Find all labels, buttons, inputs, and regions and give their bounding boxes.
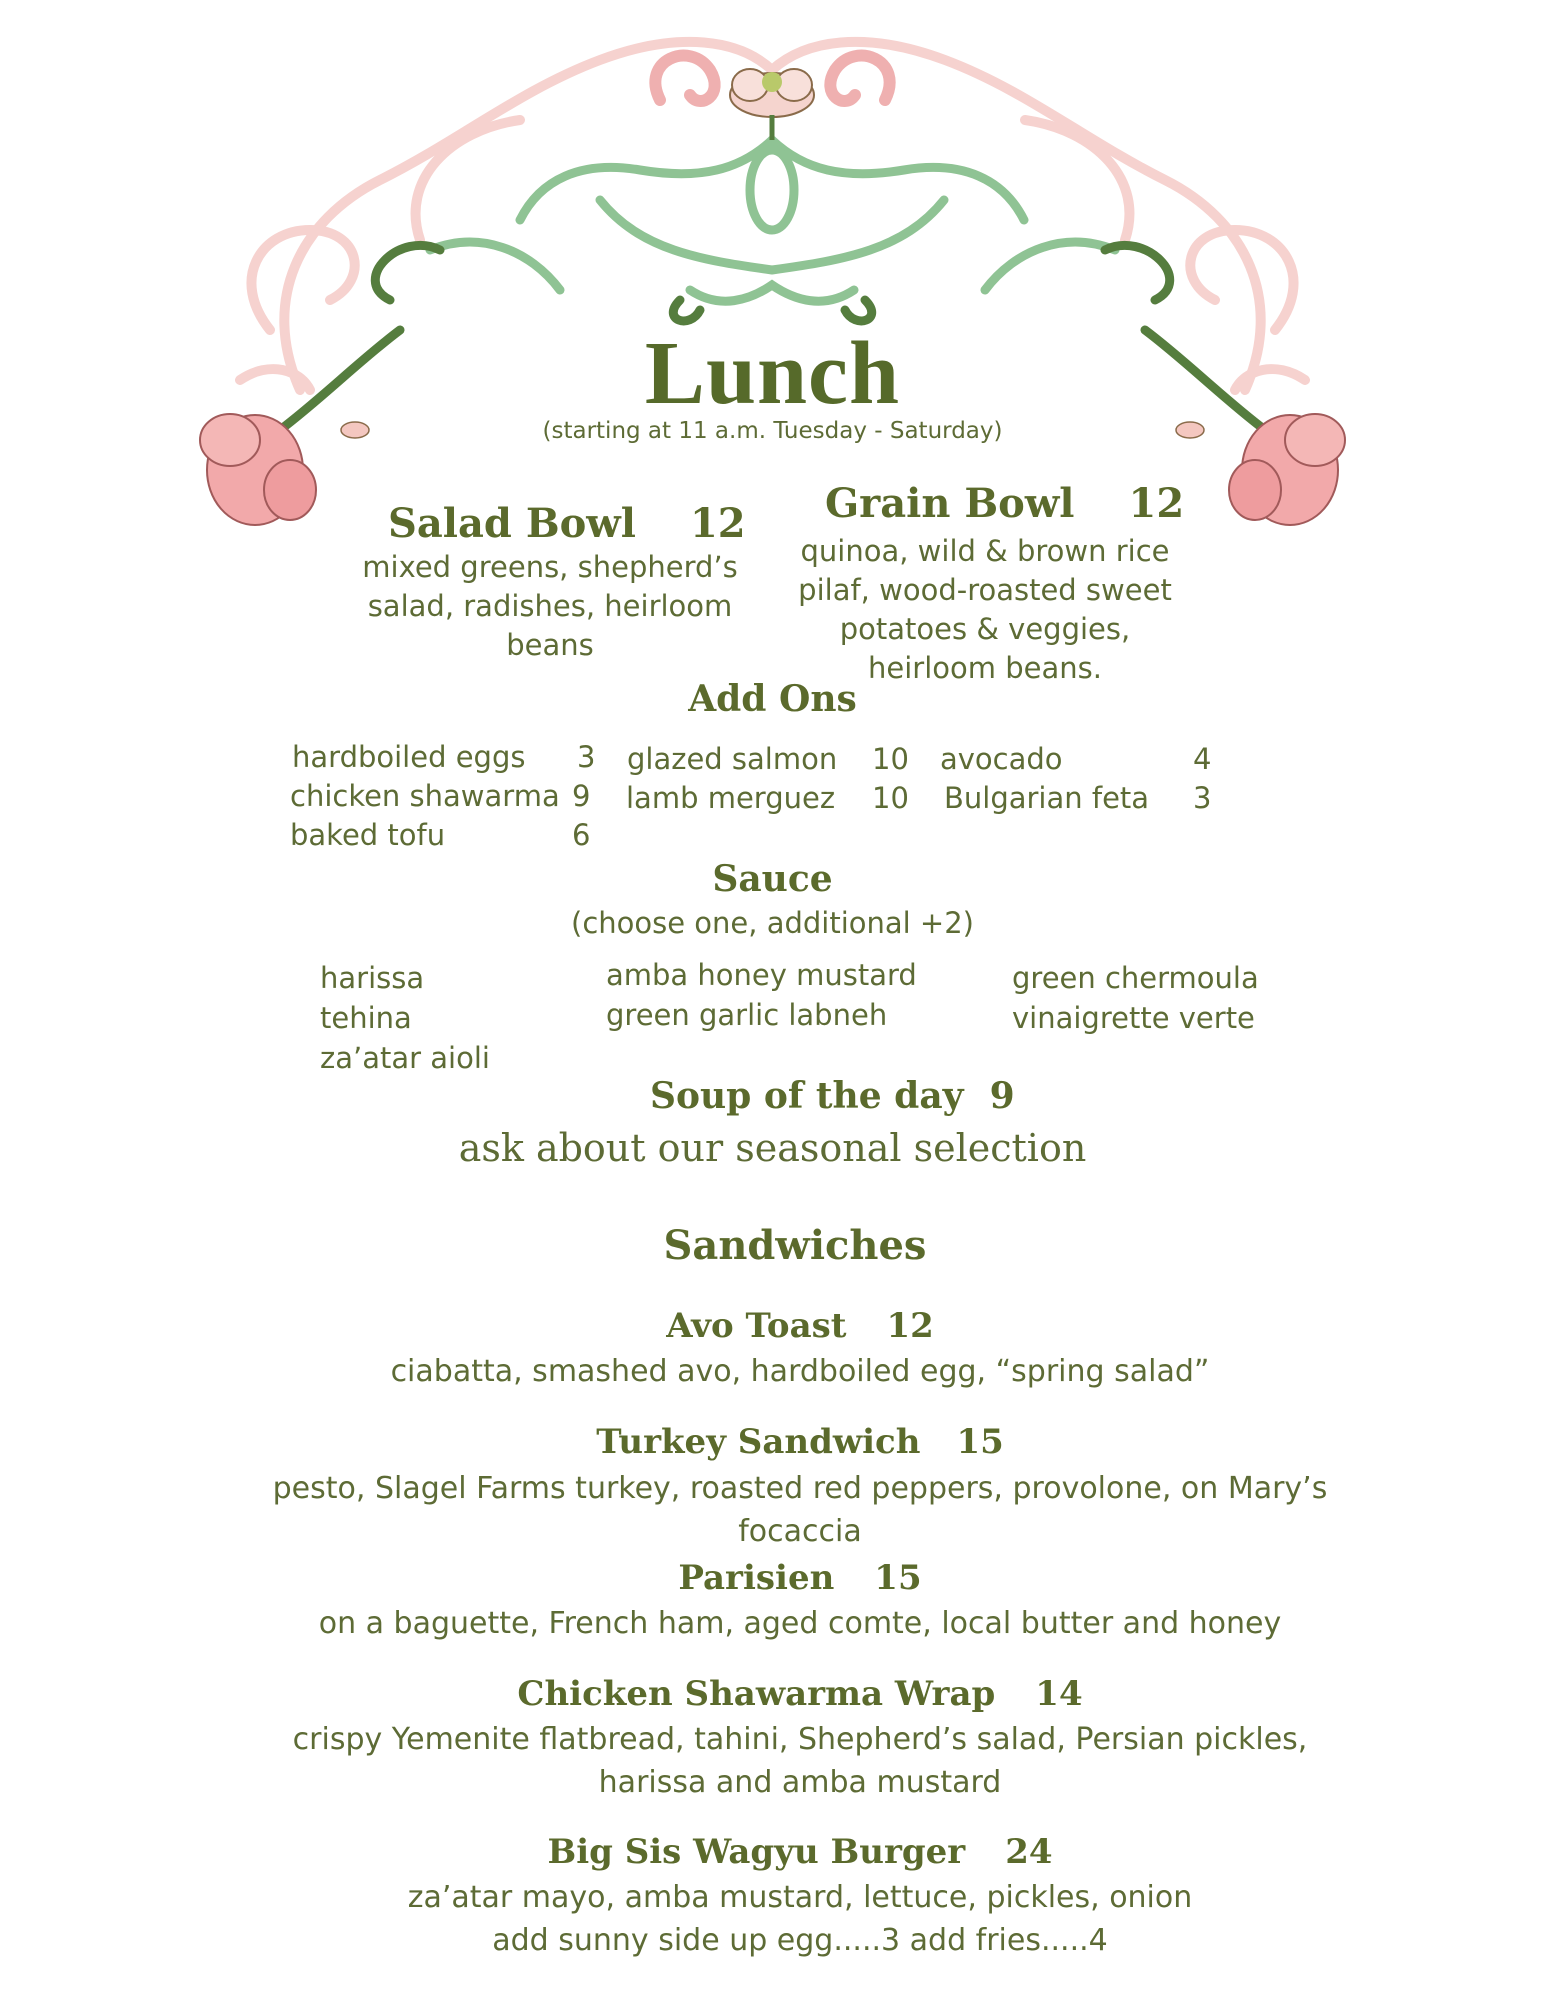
sandwich-description: za’atar mayo, amba mustard, lettuce, pickles, onion [407,1880,1193,1915]
addon-item: avocado [940,742,1063,776]
sauce-item: green chermoula [1012,961,1259,995]
addon-item: hardboiled eggs [292,740,526,774]
addon-price: 4 [1193,742,1212,776]
green-vine-decoration [430,140,1115,301]
sandwich-price: 14 [1035,1674,1083,1714]
addon-price: 10 [872,742,909,776]
sandwich-description: ciabatta, smashed avo, hardboiled egg, “spring salad” [390,1354,1210,1389]
grain-bowl-title [825,480,1184,527]
addon-price: 10 [872,781,909,815]
addon-price: 3 [577,740,596,774]
sandwich-price: 15 [956,1422,1004,1462]
sandwich-title [0,1558,1545,1598]
addon-item: Bulgarian feta [944,781,1150,815]
sandwich-name: Big Sis Wagyu Burger [547,1832,966,1872]
top-flower-decoration [730,69,814,140]
addon-item: glazed salmon [627,742,838,776]
sandwich-description: focaccia [738,1514,862,1549]
addon-price: 6 [572,818,591,852]
sandwich-price: 24 [1005,1832,1053,1872]
sandwich-name: Avo Toast [666,1306,847,1346]
sandwich-title [0,1306,1545,1346]
sandwich-description: crispy Yemenite flatbread, tahini, Shepherd’s salad, Persian pickles, [292,1722,1308,1757]
soup-description: ask about our seasonal selection [458,1126,1087,1170]
sauce-item: vinaigrette verte [1012,1001,1255,1035]
sauce-item: green garlic labneh [606,998,888,1032]
addon-item: lamb merguez [626,781,836,815]
sandwich-name: Chicken Shawarma Wrap [517,1674,996,1714]
sandwich-description: on a baguette, French ham, aged comte, local butter and honey [318,1606,1282,1641]
sauce-heading: Sauce [712,858,833,900]
sandwich-title [0,1674,1545,1714]
sandwiches-heading: Sandwiches [663,1222,927,1269]
sandwich-price: 12 [886,1306,934,1346]
sauce-item: tehina [320,1001,412,1035]
sandwich-description: add sunny side up egg.....3 add fries.....4 [492,1923,1108,1958]
grain-bowl-name: Grain Bowl [825,480,1075,527]
salad-bowl-description: mixed greens, shepherd’s salad, radishes, heirloom beans [362,550,738,662]
sauce-item: amba honey mustard [606,958,917,992]
addon-item: baked tofu [290,818,446,852]
sauce-item: harissa [320,961,425,995]
grain-bowl-price: 12 [1128,480,1185,527]
page-subtitle: (starting at 11 a.m. Tuesday - Saturday) [542,418,1003,444]
addon-price: 3 [1193,781,1212,815]
soup-title [650,1075,1015,1117]
soup-name: Soup of the day [650,1075,964,1117]
salad-bowl-name: Salad Bowl [388,500,636,547]
sandwich-name: Turkey Sandwich [596,1422,921,1462]
sandwich-title [0,1832,1545,1872]
sandwich-price: 15 [874,1558,922,1598]
addon-item: chicken shawarma [290,779,560,813]
addon-price: 9 [572,779,591,813]
grain-bowl-description: quinoa, wild & brown rice pilaf, wood-roasted sweet potatoes & veggies, heirloom beans. [798,534,1172,685]
sandwich-description: harissa and amba mustard [598,1765,1002,1800]
salad-bowl-title [388,500,746,547]
sandwich-name: Parisien [678,1558,835,1598]
sauce-note: (choose one, additional +2) [571,906,974,940]
page-title: Lunch [644,324,901,423]
add-ons-heading: Add Ons [688,678,857,720]
sandwich-title [0,1422,1545,1462]
floral-ornament [0,0,1545,560]
sauce-item: za’atar aioli [320,1041,490,1075]
salad-bowl-price: 12 [689,500,746,547]
sandwich-description: pesto, Slagel Farms turkey, roasted red peppers, provolone, on Mary’s [272,1471,1328,1506]
soup-price: 9 [989,1075,1015,1117]
